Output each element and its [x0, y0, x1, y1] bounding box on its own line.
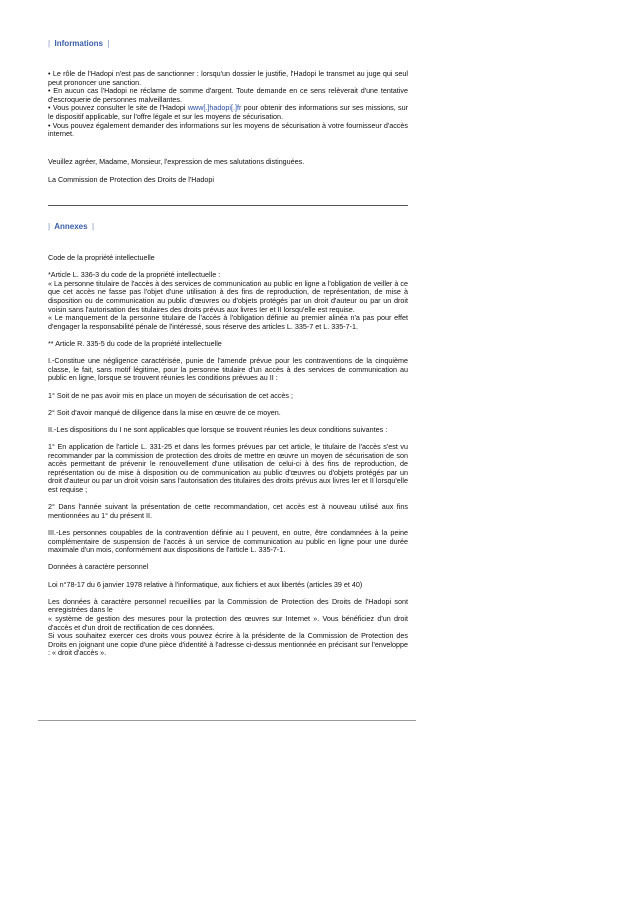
annexes-block — [48, 254, 408, 658]
article-r335-i1: 1° Soit de ne pas avoir mis en place un moyen de sécurisation de cet accès ; — [48, 390, 293, 400]
data-p3: Si vous souhaitez exercer ces droits vous pouvez écrire à la présidente de la Commission de Protection des Droits en joignant une copie d'une pièce d'identité à l'adresse ci-dessus mentionnée en précisant sur l'enveloppe : « droit d'accès ». — [48, 631, 408, 658]
article-l336-p2: « Le manquement de la personne titulaire de l'accès à l'obligation définie au premier alinéa n'a pas pour effet d'engager la responsabilité pénale de l'intéressé, sous réserve des articles L. 335-7 et L. 335-7-1. — [48, 313, 408, 331]
hadopi-link[interactable]: www[.]hadopi[.]fr — [187, 103, 242, 113]
article-l336-p1: « La personne titulaire de l'accès à des services de communication au public en ligne a l'obligation de veiller à ce que cet accès ne fasse pas l'objet d'une utilisation à des fins de reproduction, de représentation, de mise à disposition ou de communication au public d'œuvres ou d'objets protégés par un droit d'auteur ou par un droit voisin sans l'autorisation des titulaires des droits prévus aux livres Ier et II lorsqu'elle est requise. — [48, 278, 408, 314]
closing-text: Veuillez agréer, Madame, Monsieur, l'expression de mes salutations distinguées. — [48, 157, 305, 166]
data-p1: Les données à caractère personnel recueillies par la Commission de Protection des Droits de l'Hadopi sont enregistrées dans le — [48, 596, 408, 615]
bullet-site: • Vous pouvez consulter le site de l'Hadopi www[.]hadopi[.]fr pour obtenir des informations sur ses missions, sur le dispositif applicable, sur l'offre légale et sur les moyens de sécurisation. — [48, 103, 408, 121]
law-reference: Loi n°78-17 du 6 janvier 1978 relative à l'informatique, aux fichiers et aux libertés (articles 39 et 40) — [48, 579, 363, 589]
footer-divider — [38, 720, 416, 721]
signature: La Commission de Protection des Droits de l'Hadopi — [48, 175, 214, 184]
code-title: Code de la propriété intellectuelle — [48, 253, 155, 262]
article-r335-title: ** Article R. 335-5 du code de la propriété intellectuelle — [48, 338, 222, 348]
informations-block — [48, 70, 408, 139]
data-title: Données à caractère personnel — [48, 562, 149, 572]
bullet-sanction: • Le rôle de l'Hadopi n'est pas de sanctionner : lorsqu'un dossier le justifie, l'Hadopi le transmet au juge qui seul peut prononcer une sanction. — [48, 69, 408, 87]
article-l336-title: *Article L. 336-3 du code de la propriété intellectuelle : — [48, 270, 221, 280]
section-divider — [48, 205, 408, 206]
article-r335-i2: 2° Soit d'avoir manqué de diligence dans la mise en œuvre de ce moyen. — [48, 407, 281, 417]
informations-header: | Informations | — [48, 39, 110, 48]
bullet-argent: • En aucun cas l'Hadopi ne réclame de somme d'argent. Toute demande en ce sens relèverait d'une tentative d'escroquerie de personnes malveillantes. — [48, 86, 408, 104]
article-r335-iii: III.-Les personnes coupables de la contravention définie au I peuvent, en outre, être condamnées à la peine complémentaire de suspension de l'accès à un service de communication au public en ligne pour une durée maximale d'un mois, conformément aux dispositions de l'article L. 335-7-1. — [48, 528, 408, 555]
article-r335-ii: II.-Les dispositions du I ne sont applicables que lorsque se trouvent réunies les deux conditions suivantes : — [48, 424, 388, 434]
article-r335-ii1: 1° En application de l'article L. 331-25 et dans les formes prévues par cet article, le titulaire de l'accès s'est vu recommander par la commission de protection des droits de mettre en œuvre un moyen de sécurisation de son accès permettant de prévenir le renouvellement d'une utilisation de celui-ci à des fins de reproduction, de représentation ou de mise à disposition ou de communication au public d'œuvres ou d'objets protégés par un droit d'auteur ou par un droit voisin sans l'autorisation des titulaires des droits prévus aux livres Ier et II lorsqu'elle est requise ; — [48, 442, 408, 495]
article-r335-ii2: 2° Dans l'année suivant la présentation de cette recommandation, cet accès est à nouveau utilisé aux fins mentionnées au 1° du présent II. — [48, 502, 408, 520]
article-r335-i: I.-Constitue une négligence caractérisée, punie de l'amende prévue pour les contraventions de la cinquième classe, le fait, sans motif légitime, pour la personne titulaire d'un accès à des services de communication au public en ligne, lorsque se trouvent réunies les conditions prévues au II : — [48, 356, 408, 383]
annexes-header: | Annexes | — [48, 222, 95, 231]
data-p2: « système de gestion des mesures pour la protection des œuvres sur Internet ». Vous bénéficiez d'un droit d'accès et d'un droit de rectification de ces données. — [48, 613, 408, 632]
bullet-fournisseur: • Vous pouvez également demander des informations sur les moyens de sécurisation à votre fournisseur d'accès internet. — [48, 120, 408, 139]
